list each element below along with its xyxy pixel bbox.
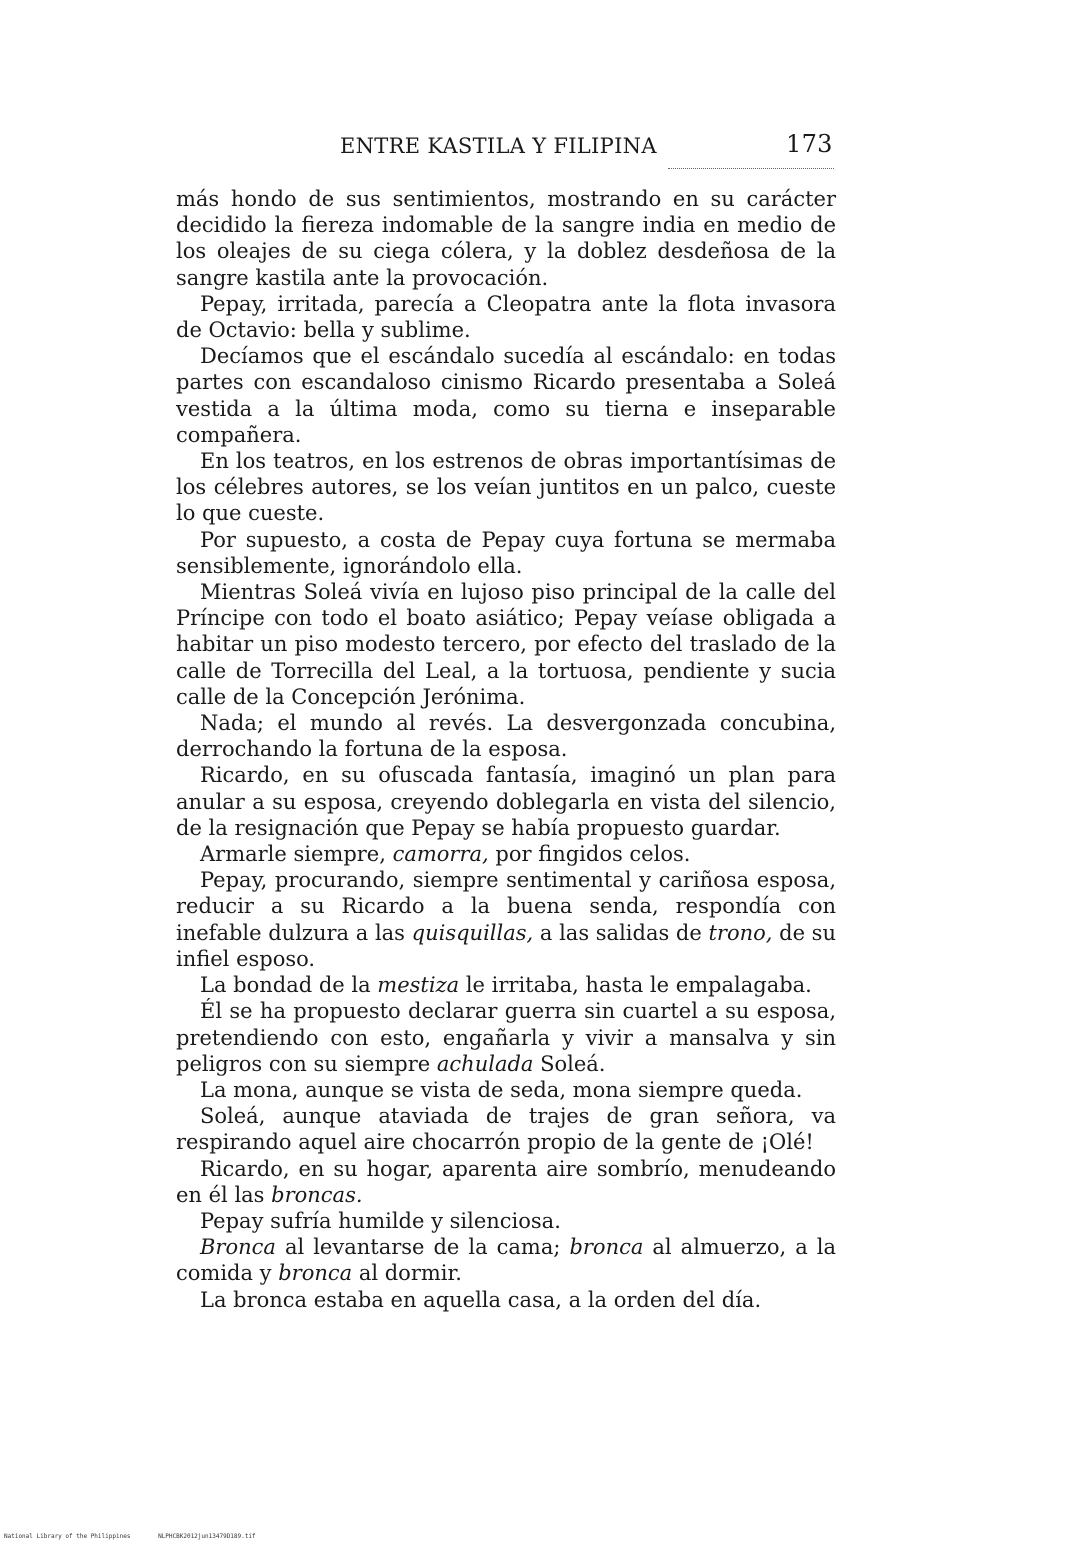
text-run: La bronca estaba en aquella casa, a la orden del día. bbox=[200, 1287, 762, 1312]
paragraph bbox=[176, 1103, 836, 1155]
italic-text: achulada bbox=[436, 1051, 534, 1076]
text-run: Por supuesto, a costa de Pepay cuya fortuna se mermaba sensiblemente, ignorándolo ella. bbox=[176, 527, 836, 578]
paragraph bbox=[176, 448, 836, 527]
text-run: Armarle siempre, bbox=[200, 842, 393, 867]
paragraph bbox=[176, 710, 836, 762]
italic-text: mestiza bbox=[377, 973, 460, 998]
italic-text: broncas. bbox=[271, 1182, 363, 1207]
paragraph bbox=[176, 527, 836, 579]
text-run: Pepay, procurando, siempre sentimental y cariñosa esposa, reducir a su Ricardo a la buena senda, respondía con inefable dulzura a las bbox=[176, 868, 836, 945]
italic-text: trono, bbox=[708, 920, 773, 945]
paragraph bbox=[176, 867, 836, 972]
paragraph bbox=[176, 972, 836, 998]
text-run: Soleá, aunque ataviada de trajes de gran señora, va respirando aquel aire chocarrón propio de la gente de ¡Olé! bbox=[176, 1104, 836, 1155]
text-run: a las salidas de bbox=[533, 920, 709, 945]
library-credit: National Library of the Philippines bbox=[4, 1533, 131, 1540]
paragraph bbox=[176, 1156, 836, 1208]
text-run: La mona, aunque se vista de seda, mona siempre queda. bbox=[200, 1077, 803, 1102]
italic-text: quisquillas, bbox=[411, 920, 534, 945]
file-identifier: NLPHCBK2012jun13479D189.tif bbox=[158, 1533, 256, 1540]
text-run: al almuerzo, a la comida y bbox=[176, 1235, 836, 1286]
paragraph bbox=[176, 1077, 836, 1103]
scan-footer bbox=[4, 1533, 256, 1540]
text-run: Mientras Soleá vivía en lujoso piso principal de la calle del Príncipe con todo el boato asiático; Pepay veíase obligada a habitar un piso modesto tercero, por efecto del traslado de la calle de Torrecilla del Leal, a la tortuosa, pendiente y sucia calle de la Concepción Jerónima. bbox=[176, 580, 836, 709]
text-run: de su infiel esposo. bbox=[176, 920, 836, 971]
paragraph bbox=[176, 1208, 836, 1234]
text-run: al levantarse de la cama; bbox=[275, 1235, 570, 1260]
page-number: 173 bbox=[786, 130, 833, 158]
text-run: La bondad de la bbox=[200, 973, 378, 998]
running-title: ENTRE KASTILA Y FILIPINA bbox=[340, 134, 657, 158]
italic-text: Bronca bbox=[200, 1235, 276, 1260]
paragraph bbox=[176, 1234, 836, 1286]
header-rule bbox=[668, 168, 834, 169]
paragraph bbox=[176, 841, 836, 867]
italic-text: camorra, bbox=[392, 842, 489, 867]
paragraph bbox=[176, 186, 836, 291]
paragraph bbox=[176, 998, 836, 1077]
text-run: Nada; el mundo al revés. La desvergonzada concubina, derrochando la fortuna de la esposa. bbox=[176, 711, 836, 762]
text-run: Ricardo, en su ofuscada fantasía, imaginó un plan para anular a su esposa, creyendo doblegarla en vista del silencio, de la resignación que Pepay se había propuesto guardar. bbox=[176, 763, 836, 840]
paragraph bbox=[176, 762, 836, 841]
text-run: le irritaba, hasta le empalagaba. bbox=[459, 973, 812, 998]
italic-text: bronca bbox=[278, 1261, 353, 1286]
text-run: Decíamos que el escándalo sucedía al escándalo: en todas partes con escandaloso cinismo Ricardo presentaba a Soleá vestida a la última moda, como su tierna e inseparable compañera. bbox=[176, 344, 836, 447]
text-run: por fingidos celos. bbox=[488, 842, 691, 867]
text-run: Él se ha propuesto declarar guerra sin cuartel a su esposa, pretendiendo con esto, engañarla y vivir a mansalva y sin peligros con su siempre bbox=[176, 999, 836, 1076]
text-run: En los teatros, en los estrenos de obras importantísimas de los célebres autores, se los veían juntitos en un palco, cueste lo que cueste. bbox=[176, 449, 836, 526]
text-run: Ricardo, en su hogar, aparenta aire sombrío, menudeando en él las bbox=[176, 1156, 836, 1207]
text-run: al dormir. bbox=[352, 1261, 462, 1286]
paragraph bbox=[176, 1287, 836, 1313]
text-run: Pepay sufría humilde y silenciosa. bbox=[200, 1208, 561, 1233]
italic-text: bronca bbox=[569, 1235, 644, 1260]
text-run: Pepay, irritada, parecía a Cleopatra ante la flota invasora de Octavio: bella y sublime. bbox=[176, 291, 836, 343]
body-text bbox=[176, 186, 836, 1313]
paragraph bbox=[176, 291, 836, 343]
paragraph bbox=[176, 579, 836, 710]
text-run: más hondo de sus sentimientos, mostrando en su carácter decidido la fiereza indomable de la sangre india en medio de los oleajes de su ciega cólera, y la doblez desdeñosa de la sangre kastila ante la provocación. bbox=[176, 187, 836, 290]
text-run: Soleá. bbox=[533, 1051, 606, 1076]
paragraph bbox=[176, 343, 836, 448]
